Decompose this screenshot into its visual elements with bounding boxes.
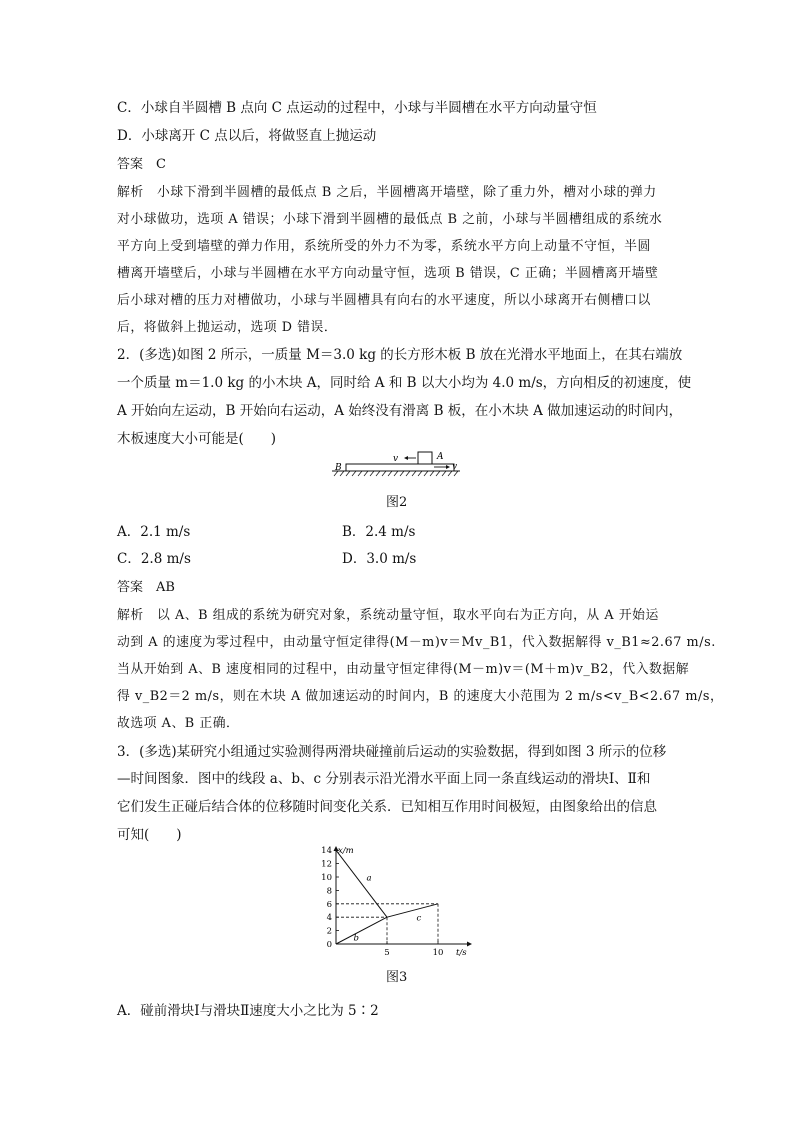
series-line-a: [336, 850, 387, 917]
series-line-b: [336, 917, 387, 944]
y-tick-label-4: 4: [326, 913, 332, 924]
y-tick-label-8: 8: [326, 886, 332, 897]
question-3-line-4: 可知( ): [117, 827, 182, 843]
question-2-line-4: 木板速度大小可能是( ): [117, 431, 277, 447]
question-2-line-2: 一个质量 m＝1.0 kg 的小木块 A，同时给 A 和 B 以大小均为 4.0 m/s，方向相反的初速度，使: [117, 375, 692, 391]
figure-3-chart: [300, 840, 490, 960]
series-label-a: a: [366, 873, 372, 884]
answer-1: 答案 C: [117, 157, 166, 172]
y-tick-label-2: 2: [326, 926, 332, 937]
x-tick-label-5: 5: [384, 948, 390, 958]
q2-option-d: D．3.0 m/s: [342, 551, 417, 567]
q2-option-c: C．2.8 m/s: [117, 551, 191, 567]
question-3-line-2: —时间图象．图中的线段 a、b、c 分别表示沿光滑水平面上同一条直线运动的滑块Ⅰ、Ⅱ和: [117, 771, 651, 787]
explanation-1-line-1: 解析 小球下滑到半圆槽的最低点 B 之后，半圆槽离开墙壁，除了重力外，槽对小球的弹力: [117, 185, 657, 200]
y-tick-label-14: 14: [321, 846, 332, 857]
y-axis-label: x/m: [338, 846, 354, 856]
explanation-2-line-3: 当从开始到 A、B 速度相同的过程中，由动量守恒定律得(M－m)v＝(M＋m)v_B2，代入数据解: [117, 662, 690, 677]
block-a: [418, 452, 432, 464]
answer-2: 答案 AB: [117, 580, 175, 595]
figure-2-caption: 图2: [386, 495, 408, 510]
y-tick-label-6: 6: [326, 899, 332, 910]
explanation-2-line-4: 得 v_B2＝2 m/s，则在木块 A 做加速运动的时间内，B 的速度大小范围为 2 m/s<v_B<2.67 m/s，: [117, 689, 724, 704]
board-b: [346, 464, 454, 471]
explanation-1-line-3: 平方向上受到墙壁的弹力作用，系统所受的外力不为零，系统水平方向上动量不守恒，半圆: [117, 239, 651, 254]
velocity-arrow-b-head: [446, 465, 450, 469]
label-v-left: v: [393, 454, 399, 464]
explanation-1-line-5: 后小球对槽的压力对槽做功，小球与半圆槽具有向右的水平速度，所以小球离开右侧槽口以: [117, 293, 651, 308]
option-d-previous: D．小球离开 C 点以后，将做竖直上抛运动: [117, 128, 377, 144]
y-tick-label-12: 12: [321, 859, 332, 870]
q2-option-a: A．2.1 m/s: [117, 524, 191, 540]
question-3-line-3: 它们发生正碰后结合体的位移随时间变化关系．已知相互作用时间极短，由图象给出的信息: [117, 799, 657, 815]
label-a: A: [437, 452, 444, 462]
question-2-line-1: 2．(多选)如图 2 所示，一质量 M＝3.0 kg 的长方形木板 B 放在光滑水平地面上，在其右端放: [117, 347, 683, 363]
label-b: B: [335, 463, 342, 473]
label-v-right: v: [452, 462, 458, 472]
series-line-c: [387, 904, 438, 917]
velocity-arrow-a-head: [404, 456, 408, 460]
question-2-line-3: A 开始向左运动，B 开始向右运动，A 始终没有滑离 B 板，在小木块 A 做加速运动的时间内，: [117, 403, 683, 419]
ground-hatch: [334, 471, 458, 476]
x-tick-label-10: 10: [432, 948, 444, 958]
explanation-2-line-5: 故选项 A、B 正确．: [117, 716, 240, 731]
explanation-1-line-6: 后，将做斜上抛运动，选项 D 错误．: [117, 320, 338, 335]
series-label-b: b: [353, 933, 359, 944]
series-label-c: c: [416, 913, 422, 924]
explanation-2-line-2: 动到 A 的速度为零过程中，由动量守恒定律得(M－m)v＝Mv_B1，代入数据解得 v_B1≈2.67 m/s.: [117, 635, 716, 650]
q3-option-a: A．碰前滑块Ⅰ与滑块Ⅱ速度大小之比为 5∶2: [117, 1003, 379, 1019]
q2-option-b: B．2.4 m/s: [342, 524, 416, 540]
x-axis-label: t/s: [456, 948, 467, 958]
y-tick-label-10: 10: [321, 873, 332, 883]
explanation-1-line-4: 槽离开墙壁后，小球与半圆槽在水平方向动量守恒，选项 B 错误，C 正确；半圆槽离开墙壁: [117, 266, 659, 281]
x-axis-arrow: [467, 942, 472, 947]
explanation-2-line-1: 解析 以 A、B 组成的系统为研究对象，系统动量守恒，取水平向右为正方向，从 A 开始运: [117, 608, 659, 623]
y-tick-label-0: 0: [326, 940, 332, 950]
figure-3-caption: 图3: [386, 970, 408, 985]
explanation-1-line-2: 对小球做功，选项 A 错误；小球下滑到半圆槽的最低点 B 之前，小球与半圆槽组成的系统水: [117, 212, 663, 227]
figure-2-diagram: [330, 450, 465, 482]
option-c-previous: C．小球自半圆槽 B 点向 C 点运动的过程中，小球与半圆槽在水平方向动量守恒: [117, 100, 597, 116]
question-3-line-1: 3．(多选)某研究小组通过实验测得两滑块碰撞前后运动的实验数据，得到如图 3 所示的位移: [117, 744, 667, 760]
